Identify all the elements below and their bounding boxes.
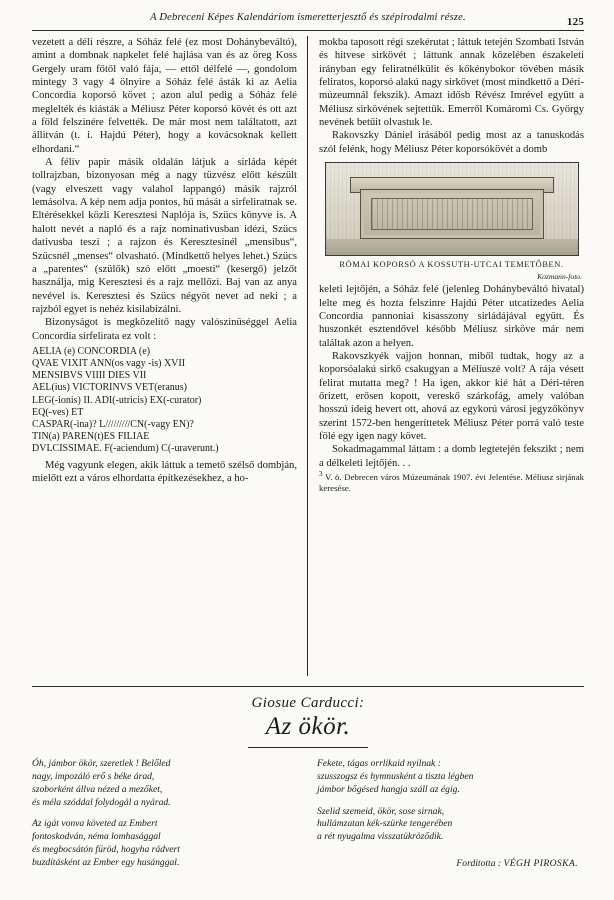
poem-translator bbox=[317, 858, 584, 871]
body-columns bbox=[32, 36, 584, 676]
footnote bbox=[319, 470, 584, 493]
footnote-marker: 3 bbox=[319, 470, 323, 479]
inscription-line: TIN(a) PAREN(t)ES FILIAE bbox=[32, 431, 150, 443]
paragraph: keleti lejtőjén, a Sóház felé (jelenleg Dohánybeváltó hivatal) lelte meg és hozta felszinre Hajdú Péter utcatizedes Aelia Concordia pannoniai kisasszony sirládájával együtt. És huszonkét esztendővel később Méliusz sirköve már nem találtak azon a helyen. bbox=[319, 284, 584, 349]
poem-line: és méla szóddal folydogál a nyárad. bbox=[32, 796, 171, 808]
poem-line: Szelid szemeid, ökör, sose sirnak, bbox=[317, 805, 445, 817]
poem-rule bbox=[248, 747, 368, 748]
poem-stanza bbox=[317, 806, 584, 845]
poem-line: jámbor bőgésed hangja száll az égig. bbox=[317, 783, 460, 795]
poem-line: nagy, impozáló erő s béke árad, bbox=[32, 770, 155, 782]
poem-line: Az igát vonva követed az Embert bbox=[32, 818, 158, 830]
poem-section bbox=[32, 686, 584, 879]
poem-line: a rét nyugalma visszatükröződik. bbox=[317, 831, 444, 843]
poem-line: szusszogsz és hymnusként a tiszta légben bbox=[317, 770, 474, 782]
paragraph: mokba taposott régi szekérutat ; láttuk tetején Szombati István és hitvese sirkövét ; láttunk annak közelében északeleti irányban egy feliratnélkülit és kőkénybokor tövében másik feliratos, koporsó alakú nagy sirkövet (most mindkettő a Déri-múzeumnál fekszik). Amazt idősb Révész Imrével együtt a Méliusz sirkövének sejtettük. Emerről Komáromi Cs. György nevének betűit olvastuk le. bbox=[319, 37, 584, 129]
paragraph: Még vagyunk elegen, akik láttuk a temető szélső dombján, mielőtt ezt a város elhordatta építkezésekhez, a ho- bbox=[32, 459, 297, 484]
figure-roman-sarcophagus bbox=[319, 162, 584, 281]
header-rule bbox=[32, 30, 584, 31]
poem-stanza bbox=[32, 758, 299, 809]
inscription-line: AEL(ius) VICTORINVS VET(eranus) bbox=[32, 382, 187, 394]
page-number: 125 bbox=[566, 16, 584, 28]
inscription-line: DVLCISSIMAE. F(-aciendum) C(-uraverunt.) bbox=[32, 443, 219, 455]
poem-stanza bbox=[317, 758, 584, 797]
paragraph: Sokadmagammal láttam : a domb legtetején fekszikt ; nem a délkeleti lejtőjén. . . bbox=[319, 444, 584, 469]
inscription-line: LEG(-ionis) II. ADI(-utricis) EX(-curator) bbox=[32, 394, 202, 406]
poem-left-column bbox=[32, 758, 299, 879]
inscription-line: AELIA (e) CONCORDIA (e) bbox=[32, 345, 151, 357]
figure-ground bbox=[326, 239, 578, 255]
paragraph: Rakovszkyék vajjon honnan, miből tudtak, hogy az a koporsóalakú sirkő csakugyan a Méliuszé volt? A rája vésett felirat mutatta meg? ! Ha igen, akkor kié hát a Déri-téren őrizett, erősen kopott, vereskő szárkofág, amely valóban hosszú ideig hevert ott, ahová az egykorú városi jegyzőkönyv szerint 1572-ben hengeríttetek Méliusz Péter porrá való teste fölé egy igen nagy követ. bbox=[319, 350, 584, 443]
inscription-line: EQ(-ves) ET bbox=[32, 406, 84, 418]
translator-name: VÉGH PIROSKA. bbox=[503, 858, 578, 870]
poem-stanza bbox=[32, 818, 299, 869]
poem-line: és megbocsátón füröd, hogyha rádvert bbox=[32, 844, 180, 856]
poem-line: buzdításként az Ember egy husánggal. bbox=[32, 856, 180, 868]
poem-title: Az ökör. bbox=[265, 713, 351, 740]
figure-caption: RÓMAI KOPORSÓ A KOSSUTH-UTCAI TEMETŐBEN. bbox=[339, 260, 564, 270]
inscription-line: CASPAR(-ina)? L/////////CN(-vagy EN)? bbox=[32, 419, 194, 431]
paragraph: Rakovszky Dániel irásából pedig most az a tanuskodás szól felénk, hogy Méliusz Péter koporsókövét a domb bbox=[319, 130, 584, 155]
footnote-text: V. ö. Debrecen város Múzeumának 1907. évi Jelentése. Méliusz sirjának keresése. bbox=[319, 471, 584, 493]
poem-right-column bbox=[317, 758, 584, 879]
inscription-line: QVAE VIXIT ANN(os vagy -is) XVII bbox=[32, 358, 186, 370]
paragraph: Bizonyságot is megközelítő nagy valószinüséggel Aelia Concordia sírfelirata ez volt : bbox=[32, 317, 297, 342]
running-head-title: A Debreceni Képes Kalendáriom ismeretterjesztő és szépirodalmi része. bbox=[150, 12, 466, 23]
poem-line: fontoskodván, néma lomhasággal bbox=[32, 831, 161, 843]
page-content bbox=[32, 12, 584, 884]
poem-line: Óh, jámbor ökör, szeretlek ! Belőled bbox=[32, 758, 171, 769]
inscription-line: MENSIBVS VIIII DIES VII bbox=[32, 370, 147, 382]
latin-inscription bbox=[32, 346, 297, 456]
sarcophagus-body bbox=[360, 189, 544, 239]
paragraph: vezetett a déli részre, a Sóház felé (ez most Dohánybeváltó), amint a dombnak napkelet felé hajlása van és az öreg Koss Gergely uram főtől való fája, — ettől délfelé —, gondolom mintegy 3 vagy 4 ölnyire a Sóház felé ásták ki az Aelia Concordia koporsó követ ; azon alul pedig a Sóház felé meglelték és kiásták a Méliusz Péter koporsó kövét és ott azt a föld felszinére felvették. De már most nem találtatott, azt állitván (t. i. Hajdú Péter), hogy a kovácsoknak kellett elhordani.“ bbox=[32, 37, 297, 155]
poem-columns bbox=[32, 758, 584, 879]
left-column bbox=[32, 36, 308, 676]
right-column bbox=[308, 36, 584, 676]
poem-author: Giosue Carducci: bbox=[251, 695, 365, 711]
running-head bbox=[32, 12, 584, 28]
poem-line: hullámzatan kék-szürke tengerében bbox=[317, 818, 453, 830]
figure-image bbox=[325, 162, 579, 256]
paragraph: A félív papir másik oldalán látjuk a sirláda képét tollrajzban, bizonyosan még a nagy tüzvész előtt készült (vagy elveszett vagy valahol lappangó) másik rajzról lemásolva. A kép nem adja pontos, hű mását a sirfeliratnak se. Eltérésekkel közli Keresztesi Naplója is, Szücs könyve is. A halott nevét a napló és a rajz nominativusban idézi, Szücs dativusba teszi ; a rajzon és Keresztesinél „mensibus“, Szücsnél „menses“ olvasható. (Mindkettő helyes lehet.) Szücs a „parentes“ (szülők) szó előtt „moesti“ (kesergő) jelzőt használja, mig Keresztesi és a rajz mellőzi. Baj van az anya nevével is. Keresztesi és Szücs négyöt nevet ad neki ; a rajzból egyet is nehéz kisilabizálni. bbox=[32, 157, 297, 315]
translator-label: Forditotta : bbox=[456, 858, 502, 870]
figure-credit: Kozmann-foto. bbox=[537, 271, 582, 281]
poem-line: Fekete, tágas orrlikaid nyilnak : bbox=[317, 758, 441, 769]
poem-line: szoborként állva nézed a mezőket, bbox=[32, 783, 163, 795]
